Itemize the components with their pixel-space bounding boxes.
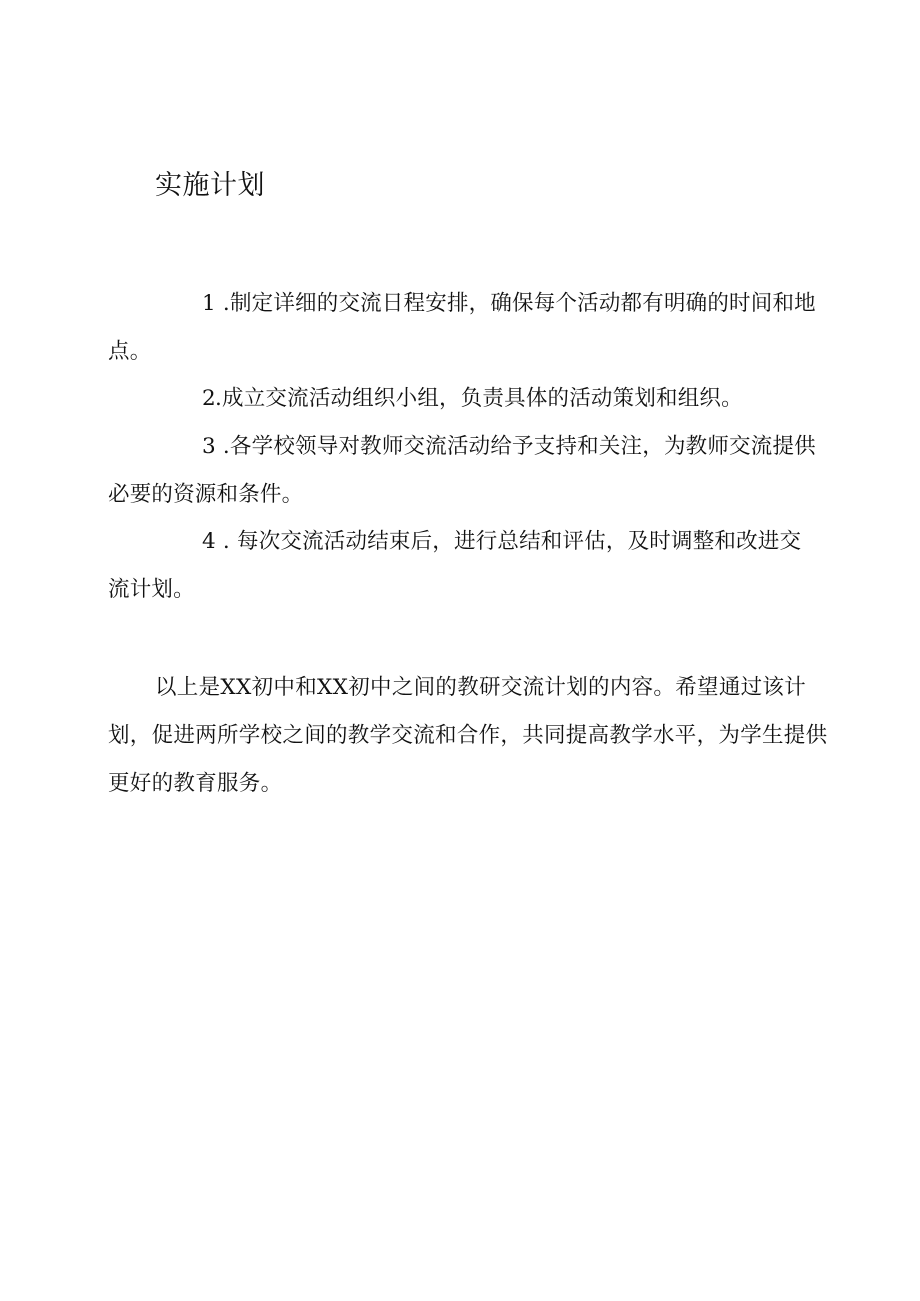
conclusion-paragraph: 以上是XX初中和XX初中之间的教研交流计划的内容。希望通过该计划，促进两所学校之间的教学交流和合作，共同提高教学水平，为学生提供更好的教育服务。 (108, 675, 828, 796)
plan-item-number: 4 (202, 529, 216, 554)
plan-item-number: 3 (202, 434, 216, 459)
plan-item-text: .成立交流活动组织小组，负责具体的活动策划和组织。 (215, 386, 743, 411)
plan-item-text: .制定详细的交流日程安排，确保每个活动都有明确的时间和地点。 (108, 291, 816, 364)
plan-item-1 (108, 280, 820, 376)
plan-item-3 (108, 423, 820, 519)
plan-item-2 (108, 375, 820, 423)
plan-item-number: 2 (202, 386, 216, 411)
plan-item-text: . 每次交流活动结束后，进行总结和评估，及时调整和改进交流计划。 (108, 529, 802, 602)
section-heading: 实施计划 (155, 170, 265, 201)
plan-item-4 (108, 518, 820, 614)
plan-item-text: .各学校领导对教师交流活动给予支持和关注，为教师交流提供必要的资源和条件。 (108, 434, 816, 507)
plan-item-number: 1 (202, 291, 216, 316)
